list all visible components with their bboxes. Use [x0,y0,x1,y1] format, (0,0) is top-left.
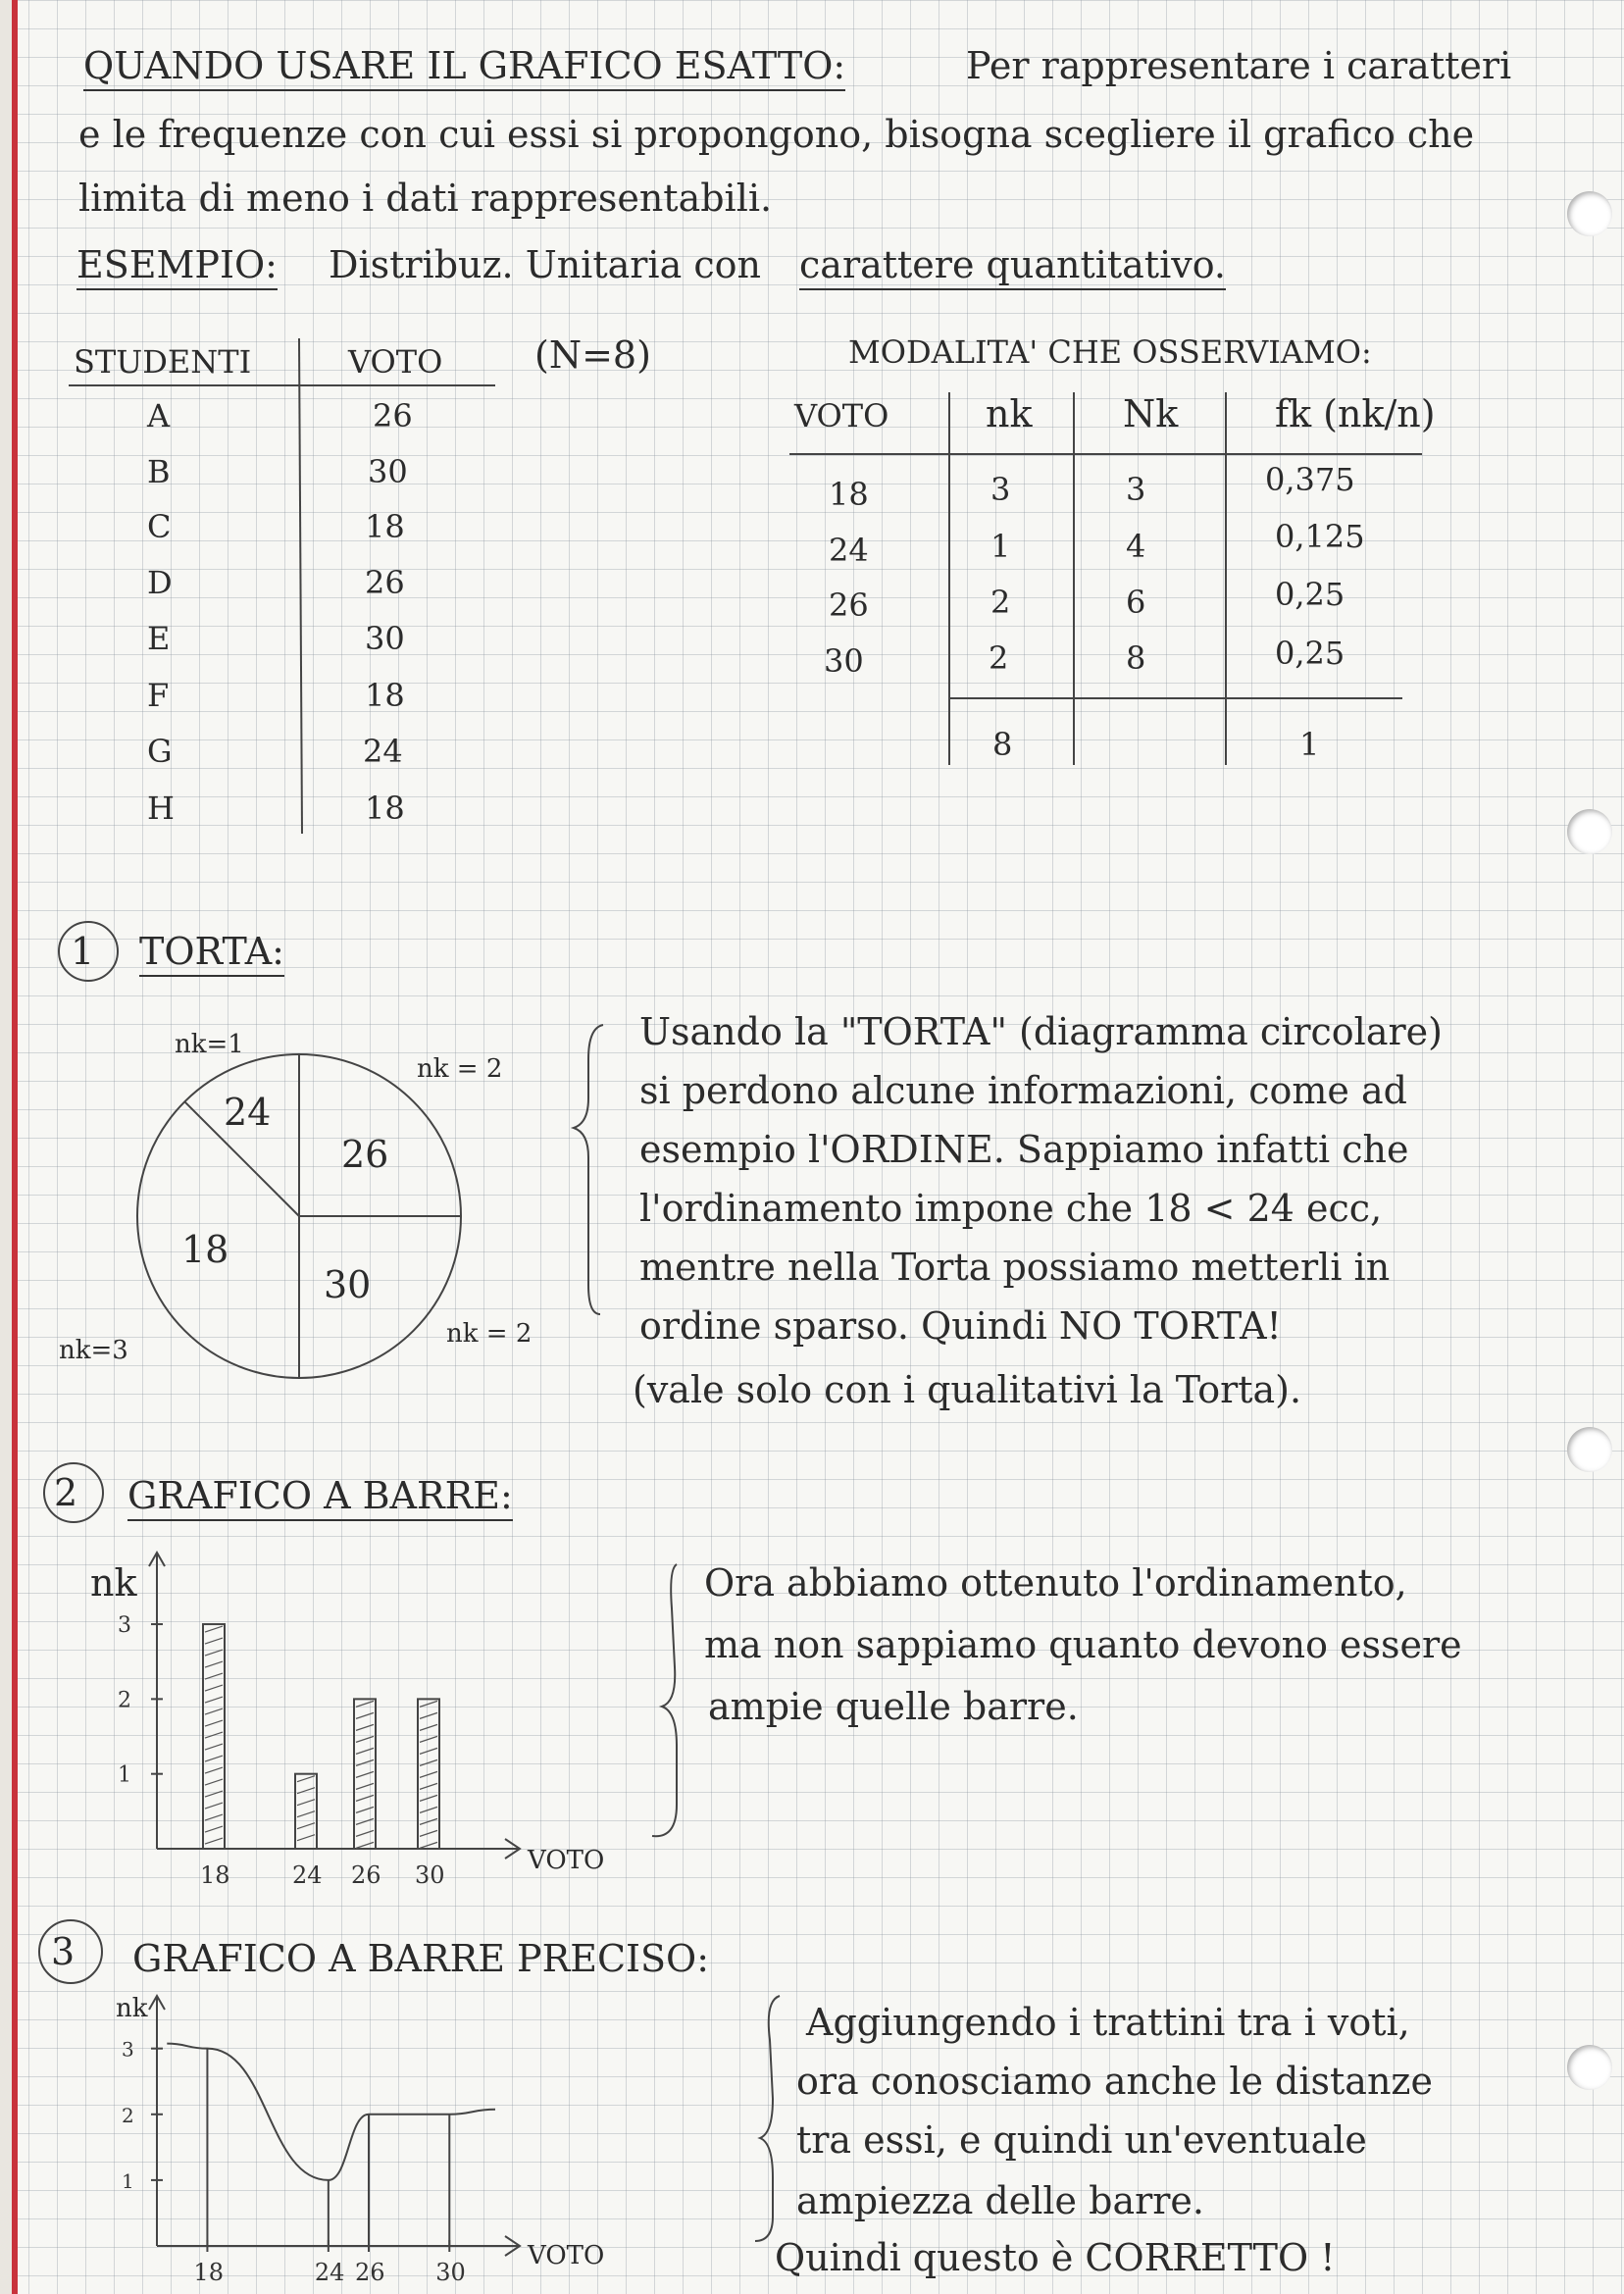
freq-title: MODALITA' CHE OSSERVIAMO: [848,333,1372,371]
bar-hatch [356,1830,374,1836]
bar-hatch [205,1697,223,1703]
bar-hatch [297,1800,315,1806]
section1-circle [59,922,118,981]
intro-heading: QUANDO USARE IL GRAFICO ESATTO: [83,44,845,91]
section3-note-line: ampiezza delle barre. [796,2179,1204,2222]
bar-hatch [205,1767,223,1773]
section3-title: GRAFICO A BARRE PRECISO: [132,1937,710,1980]
bar-hatch [205,1744,223,1750]
bar-x-tick-label: 18 [200,1861,230,1889]
section2-note-line: ma non sappiamo quanto devono essere [704,1623,1462,1666]
student-name: G [147,733,173,770]
bar-hatch [420,1736,437,1742]
freq-cell: 24 [829,532,869,569]
bar-hatch [205,1791,223,1797]
intro-line3: limita di meno i dati rappresentabili. [78,177,773,220]
bar-hatch [420,1771,437,1777]
line-y-tick-label: 1 [122,2168,134,2193]
section2-brace [652,1564,677,1836]
section1-note-line: ordine sparso. Quindi NO TORTA! [639,1304,1282,1348]
freq-cell: 3 [1126,471,1146,508]
section2-circle [44,1463,103,1522]
line-y-tick-label: 2 [122,2103,134,2127]
bar-hatch [420,1712,437,1718]
bar-y-tick-label: 2 [118,1688,131,1713]
student-grade: 18 [365,790,405,827]
bar-hatch [205,1626,223,1632]
bar-hatch [356,1736,374,1742]
section3-note-line: ora conosciamo anche le distanze [796,2060,1433,2103]
freq-header-Nk: Nk [1123,392,1179,435]
pie-nk-label: nk = 2 [446,1319,533,1349]
freq-header-nk: nk [986,392,1033,435]
bar-y-tick-label: 3 [118,1613,131,1639]
bar-hatch [420,1818,437,1824]
freq-cell: 0,25 [1275,635,1345,672]
bar-hatch [297,1823,315,1829]
line-y-tick-label: 3 [122,2037,134,2062]
bar-hatch [297,1788,315,1794]
student-name: F [147,677,170,714]
pie-label: 30 [324,1263,372,1306]
bar-hatch [205,1685,223,1691]
section1-note-line: mentre nella Torta possiamo metterli in [639,1246,1391,1289]
bar-hatch [356,1795,374,1801]
student-grade: 26 [373,397,413,434]
student-grade: 30 [368,453,408,490]
bar-hatch [205,1720,223,1726]
students-header-studenti: STUDENTI [74,343,252,381]
bar-hatch [420,1842,437,1848]
freq-cell: 18 [829,476,869,513]
pie-slice-24 [184,1101,299,1216]
bar-chart [118,1553,520,1889]
line-x-tick-label: 18 [193,2259,224,2286]
bar-hatch [356,1771,374,1777]
intro-line2: e le frequenze con cui essi si propongono, bisogna scegliere il grafico che [78,113,1475,156]
student-name: A [147,397,171,434]
section3-circle [39,1920,102,1983]
line-x-tick-label: 24 [314,2259,345,2286]
freq-cell: 2 [990,584,1011,621]
bar-y-label: nk [90,1561,137,1605]
line-x-tick-label: 30 [435,2259,466,2286]
freq-cell: 1 [990,528,1011,565]
bar-hatch [205,1756,223,1761]
freq-cell: 30 [824,642,864,680]
section2-number: 2 [54,1471,78,1514]
section3-note-line: Quindi questo è CORRETTO ! [775,2236,1336,2279]
pie-label: 26 [341,1133,389,1176]
bar-hatch [420,1795,437,1801]
bar-hatch [205,1826,223,1832]
section1-title: TORTA: [139,930,284,977]
freq-cell: 2 [989,639,1009,677]
section2-title: GRAFICO A BARRE: [127,1474,513,1521]
student-name: H [147,790,175,827]
bar-hatch [356,1807,374,1812]
line-curve [167,2044,495,2180]
student-grade: 18 [365,677,405,714]
section3-note-line: Aggiungendo i trattini tra i voti, [806,2001,1410,2044]
freq-cell: 0,375 [1265,461,1355,498]
section1-note-line: esempio l'ORDINE. Sappiamo infatti che [639,1128,1409,1171]
section1-note-line: si perdono alcune informazioni, come ad [639,1069,1407,1112]
freq-cell: 0,125 [1275,518,1365,555]
freq-total-nk: 8 [992,726,1013,763]
section1-brace [574,1025,603,1314]
freq-cell: 8 [1126,639,1146,677]
pie-nk-label: nk = 2 [417,1054,503,1084]
bar-hatch [356,1712,374,1718]
section2-note-line: ampie quelle barre. [708,1685,1079,1728]
line-y-label: nk [116,1994,148,2023]
pie-nk-label: nk=3 [59,1336,128,1365]
student-name: C [147,508,172,545]
line-x-label: VOTO [528,2241,605,2270]
freq-cell: 26 [829,586,869,624]
bar-y-tick-label: 1 [118,1762,131,1788]
bar-x-tick-label: 30 [415,1861,445,1889]
section3-brace [755,1996,780,2241]
freq-header-fk: fk (nk/n) [1275,392,1436,435]
bar-hatch [356,1701,374,1707]
bar-hatch [205,1779,223,1785]
section2-note-line: Ora abbiamo ottenuto l'ordinamento, [704,1561,1407,1605]
bar-hatch [420,1759,437,1765]
bar-26 [354,1699,376,1849]
bar-x-tick-label: 24 [292,1861,323,1889]
bar-x-label: VOTO [528,1846,605,1875]
student-grade: 24 [363,733,403,770]
freq-cell: 4 [1126,528,1146,565]
pie-label: 18 [181,1228,229,1271]
bar-hatch [205,1803,223,1809]
section3-note-line: tra essi, e quindi un'eventuale [796,2118,1367,2162]
pie-nk-label: nk=1 [175,1030,244,1059]
bar-hatch [356,1759,374,1765]
student-grade: 18 [365,508,405,545]
bar-hatch [356,1842,374,1848]
bar-hatch [420,1807,437,1812]
student-grade: 30 [365,620,405,657]
bar-hatch [205,1838,223,1844]
bar-hatch [420,1830,437,1836]
example-label: ESEMPIO: [76,243,278,290]
freq-header-voto: VOTO [794,397,889,434]
example-text: Distribuz. Unitaria con [329,243,761,286]
bar-hatch [356,1724,374,1730]
precise-bar-chart [122,1996,520,2286]
bar-hatch [205,1638,223,1644]
bar-hatch [205,1708,223,1714]
bar-hatch [420,1748,437,1754]
student-name: E [147,620,171,657]
intro-line1: Per rappresentare i caratteri [966,44,1512,87]
student-name: D [147,564,173,601]
bar-hatch [356,1783,374,1789]
student-grade: 26 [365,564,405,601]
freq-cell: 3 [990,471,1011,508]
freq-total-fk: 1 [1299,726,1320,763]
students-header-voto: VOTO [348,343,443,381]
bar-hatch [205,1814,223,1820]
bar-hatch [297,1835,315,1841]
freq-cell: 0,25 [1275,576,1345,613]
pie-label: 24 [224,1091,272,1134]
section1-number: 1 [71,930,95,973]
bar-hatch [297,1776,315,1782]
bar-hatch [205,1661,223,1667]
bar-x-tick-label: 26 [351,1861,381,1889]
section1-note-line: Usando la "TORTA" (diagramma circolare) [639,1010,1443,1053]
pie-chart [137,1054,461,1378]
bar-hatch [420,1783,437,1789]
bar-hatch [297,1811,315,1817]
freq-cell: 6 [1126,584,1146,621]
student-name: B [147,453,171,490]
section1-note-line: (vale solo con i qualitativi la Torta). [633,1368,1302,1411]
n-note: (N=8) [534,333,651,377]
students-column-rule [299,338,302,834]
example-underlined: carattere quantitativo. [799,243,1226,290]
bar-hatch [420,1701,437,1707]
bar-hatch [356,1748,374,1754]
line-x-tick-label: 26 [355,2259,385,2286]
bar-hatch [420,1724,437,1730]
bar-hatch [205,1673,223,1679]
bar-30 [418,1699,439,1849]
bar-hatch [205,1650,223,1656]
section1-note-line: l'ordinamento impone che 18 < 24 ecc, [639,1187,1383,1230]
bar-hatch [356,1818,374,1824]
bar-hatch [205,1732,223,1738]
section3-number: 3 [51,1930,76,1973]
